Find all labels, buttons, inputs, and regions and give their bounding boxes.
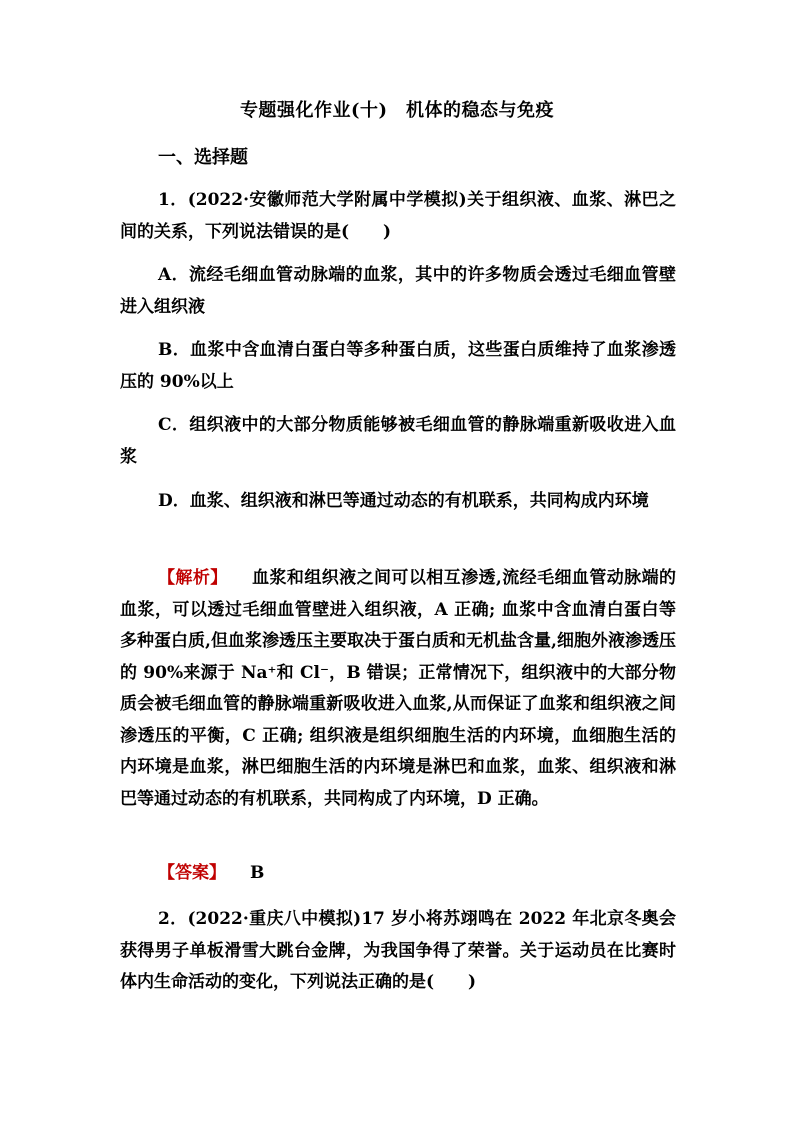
question-2-stem — [120, 904, 676, 999]
question-1-stem — [120, 185, 676, 248]
question-1-answer — [120, 858, 676, 890]
question-1-analysis — [120, 563, 676, 815]
question-1-stem-text: 1．(2022·安徽师范大学附属中学模拟)关于组织液、血浆、淋巴之间的关系，下列说法错误的是( — [120, 190, 676, 242]
question-2-stem-close: ) — [468, 972, 477, 992]
page-title: 专题强化作业(十) 机体的稳态与免疫 — [239, 100, 555, 121]
question-1-option-b: B．血浆中含血清白蛋白等多种蛋白质，这些蛋白质维持了血浆渗透压的 90%以上 — [120, 340, 676, 392]
question-1-option-c: C．组织液中的大部分物质能够被毛细血管的静脉端重新吸收进入血浆 — [120, 415, 676, 467]
question-1-option-d: D．血浆、组织液和淋巴等通过动态的有机联系，共同构成内环境 — [158, 491, 649, 511]
analysis-text: 血浆和组织液之间可以相互渗透,流经毛细血管动脉端的血浆，可以透过毛细血管壁进入组织液，A 正确; 血浆中含血清白蛋白等多种蛋白质,但血浆渗透压主要取决于蛋白质和无机盐含量,细胞外液渗透压的 90%来源于 Na⁺和 Cl⁻，B 错误；正常情况下，组织液中的大部分物质会被毛细血管的静脉端重新吸收进入血浆,从而保证了血浆和组织液之间渗透压的平衡，C 正确; 组织液是组织细胞生活的内环境，血细胞生活的内环境是血浆，淋巴细胞生活的内环境是淋巴和血浆，血浆、组织液和淋巴等通过动态的有机联系，共同构成了内环境，D 正确。 — [120, 568, 677, 809]
question-1-stem-close: ) — [383, 221, 392, 242]
answer-tag: 【答案】 — [158, 863, 226, 883]
analysis-tag: 【解析】 — [158, 568, 228, 588]
answer-value: B — [250, 863, 265, 883]
section-heading: 一、选择题 — [158, 147, 248, 168]
question-1-option-a: A．流经毛细血管动脉端的血浆，其中的许多物质会透过毛细血管壁进入组织液 — [120, 265, 676, 317]
question-2-stem-text: 2．(2022·重庆八中模拟)17 岁小将苏翊鸣在 2022 年北京冬奥会获得男子单板滑雪大跳台金牌，为我国争得了荣誉。关于运动员在比赛时体内生命活动的变化，下列说法正确的是( — [120, 909, 676, 992]
